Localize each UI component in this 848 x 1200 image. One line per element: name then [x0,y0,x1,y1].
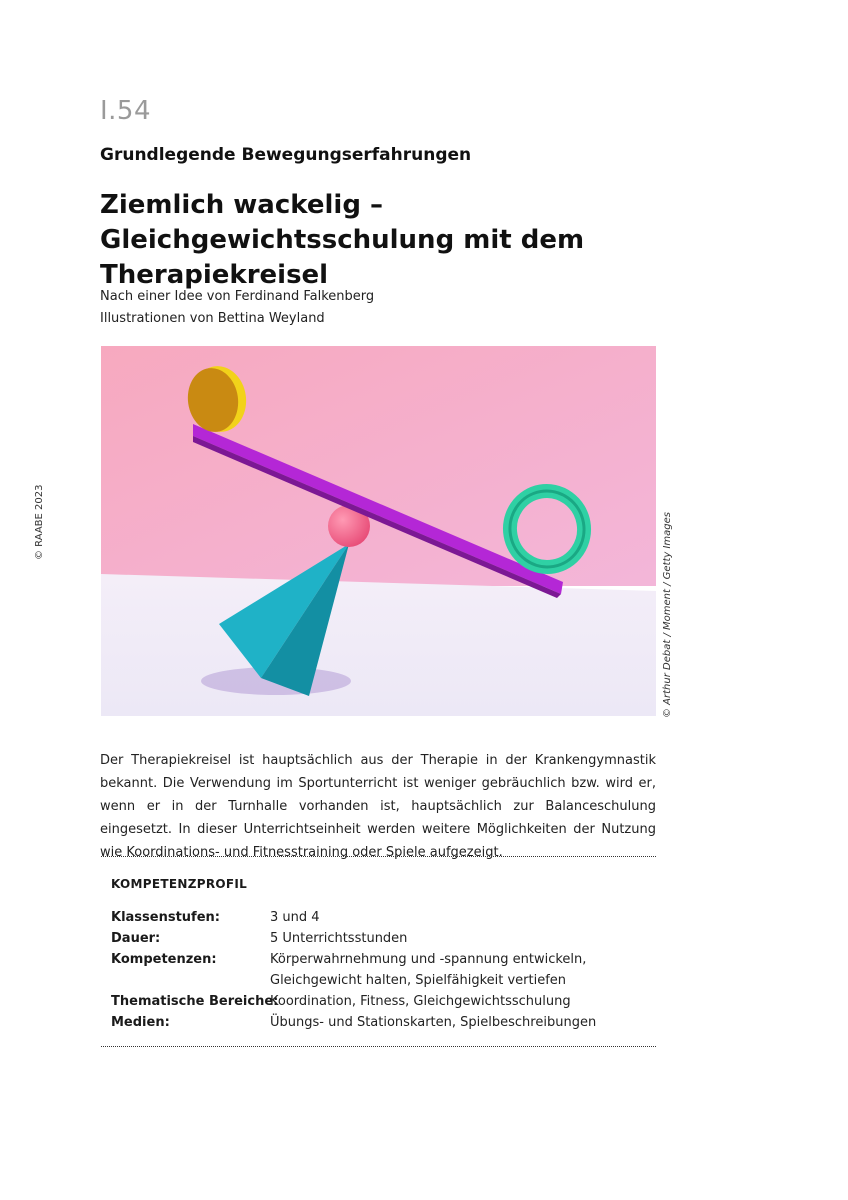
profile-label: Dauer: [111,931,161,946]
profile-value: Koordination, Fitness, Gleichgewichtsschulung [270,994,571,1009]
floor [101,574,656,716]
photo-credit: © Arthur Debat / Moment / Getty Images [662,512,673,718]
hero-image [101,346,656,716]
kompetenzprofil-heading: KOMPETENZPROFIL [111,877,248,891]
section-number: I.54 [100,96,152,126]
profile-label: Medien: [111,1015,170,1030]
copyright-notice: © RAABE 2023 [34,484,45,560]
idea-credit: Nach einer Idee von Ferdinand Falkenberg [100,289,375,304]
intro-paragraph: Der Therapiekreisel ist hauptsächlich aus der Therapie in der Krankengymnastik bekannt. Die Verwendung im Sportunterricht ist weniger gebräuchlich bzw. wird er, wenn er in der Turnhalle vorhanden ist, hauptsächlich zur Balanceschulung eingesetzt. In dieser Unterrichtseinheit werden weitere Möglichkeiten der Nutzung wie Koordinations- und Fitnesstraining oder Spiele aufgezeigt. [100,753,656,860]
category-heading: Grundlegende Bewegungserfahrungen [100,145,472,165]
profile-value: 5 Unterrichtsstunden [270,931,408,946]
divider-bottom [101,1046,656,1047]
profile-value: Körperwahrnehmung und -spannung entwickeln, Gleichgewicht halten, Spielfähigkeit vertiefen [270,952,587,988]
illustration-credit: Illustrationen von Bettina Weyland [100,311,325,326]
profile-value: 3 und 4 [270,910,320,925]
profile-label: Kompetenzen: [111,952,217,967]
divider-top [101,856,656,857]
page-title: Ziemlich wackelig – Gleichgewichtsschulung mit dem Therapiekreisel [100,190,585,290]
profile-label: Klassenstufen: [111,910,220,925]
profile-value: Übungs- und Stationskarten, Spielbeschreibungen [270,1015,597,1030]
profile-label: Thematische Bereiche: [111,994,279,1009]
